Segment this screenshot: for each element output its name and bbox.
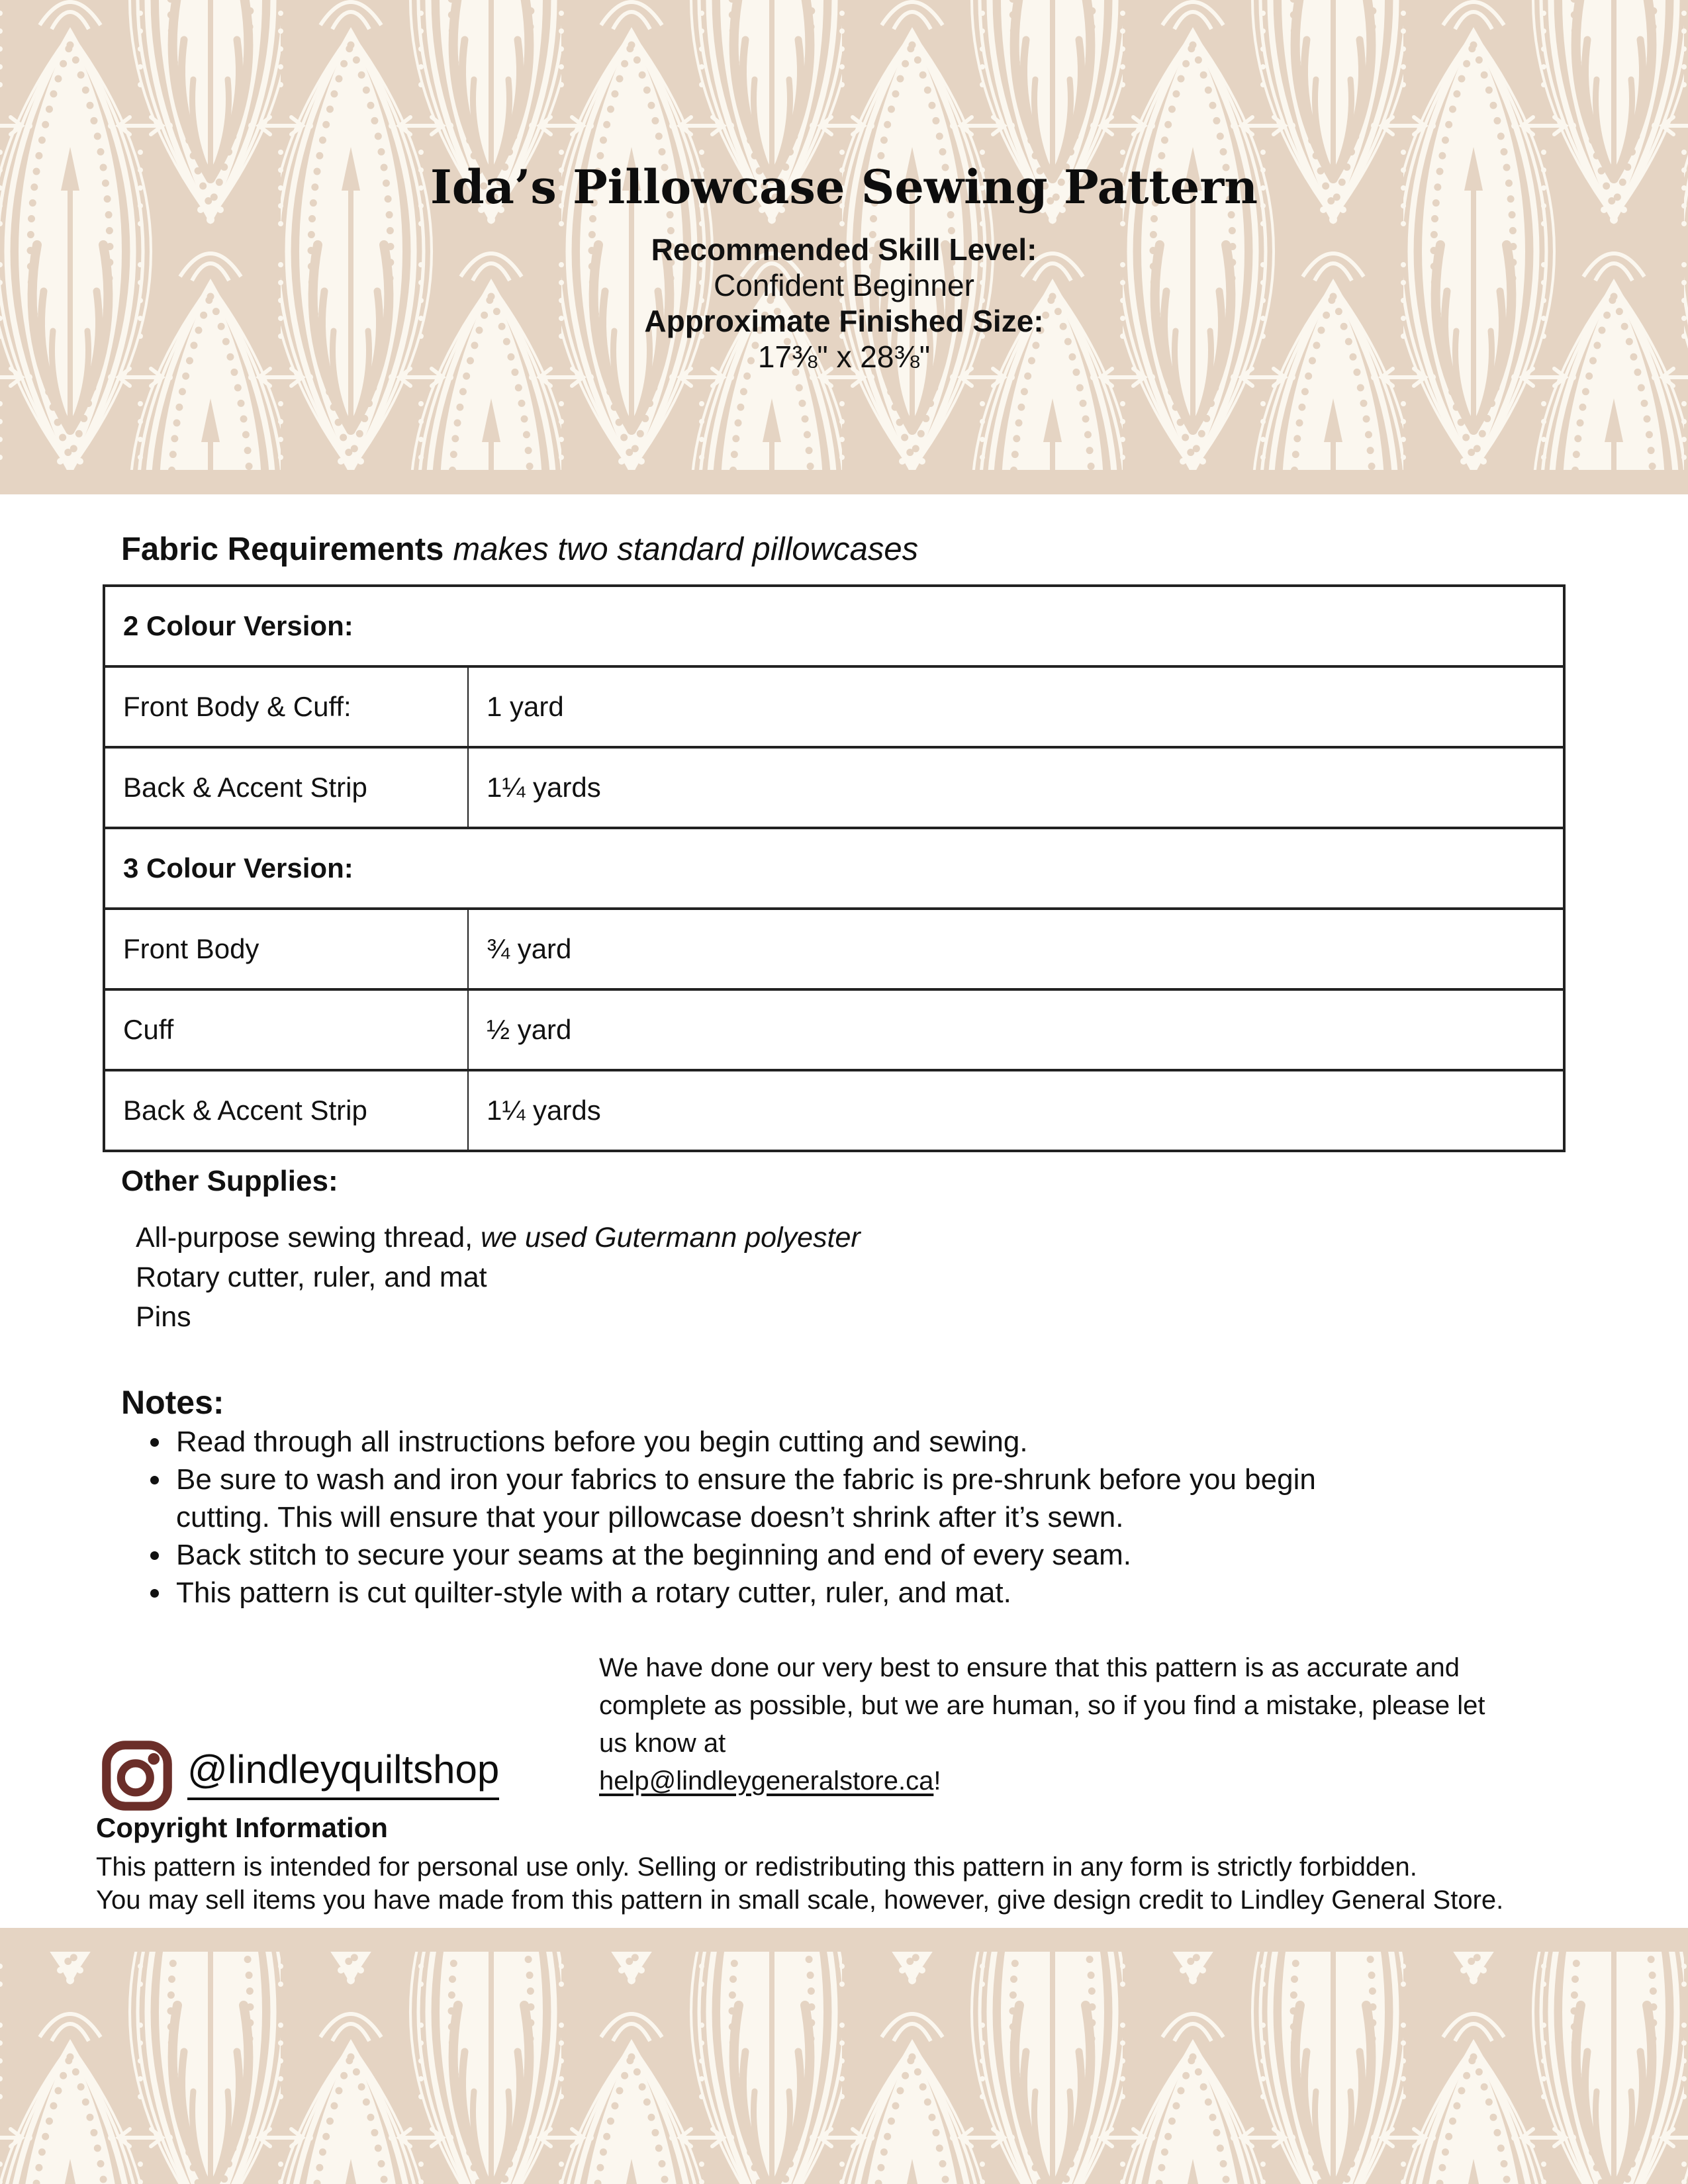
accuracy-message-text: We have done our very best to ensure that this pattern is as accurate and complete as possible, but we are human, so if you find a mistake, please let us know at [599,1653,1485,1758]
section-label: 2 Colour Version: [104,586,1564,666]
notes-list [138,1423,1364,1612]
fabric-requirements-table [103,584,1566,1152]
email-suffix: ! [933,1766,941,1796]
section-label: 3 Colour Version: [104,828,1564,909]
row-value: 1 yard [468,666,1564,747]
row-label: Back & Accent Strip [104,747,468,828]
fabric-requirements-heading [121,531,918,568]
list-item: • This pattern is cut quilter-style with a rotary cutter, ruler, and mat. [172,1574,1364,1612]
instagram-handle-link[interactable]: @lindleyquiltshop [187,1749,499,1800]
header-subtitle [0,232,1688,375]
table-row [104,989,1564,1070]
accuracy-message [599,1649,1499,1800]
list-item: • Read through all instructions before you begin cutting and sewing. [172,1423,1364,1461]
supply-thread-text: All-purpose sewing thread, [136,1222,481,1253]
other-supplies-list [136,1218,861,1337]
instagram-icon [101,1739,173,1812]
row-label: Cuff [104,989,468,1070]
row-value: 1¼ yards [468,747,1564,828]
row-label: Front Body [104,909,468,989]
fabric-requirements-note: makes two standard pillowcases [453,531,919,567]
row-label: Front Body & Cuff: [104,666,468,747]
skill-level-value: Confident Beginner [714,268,974,302]
skill-level-label: Recommended Skill Level: [651,232,1037,267]
copyright-section [96,1812,1638,1917]
email-link[interactable]: help@lindleygeneralstore.ca [599,1766,934,1796]
table-row [104,666,1564,747]
finished-size-value: 17⅜" x 28⅜" [757,340,931,374]
finished-size-label: Approximate Finished Size: [644,304,1044,338]
row-label: Back & Accent Strip [104,1070,468,1151]
other-supplies-heading: Other Supplies: [121,1165,338,1197]
row-value: ¾ yard [468,909,1564,989]
list-item: • Back stitch to secure your seams at the beginning and end of every seam. [172,1536,1364,1574]
table-row [104,828,1564,909]
fabric-requirements-title: Fabric Requirements [121,531,444,567]
table-row [104,586,1564,666]
supply-thread-note: we used Gutermann polyester [481,1222,861,1253]
table-row [104,909,1564,989]
list-item [136,1218,861,1257]
copyright-heading: Copyright Information [96,1812,388,1843]
table-row [104,747,1564,828]
row-value: 1¼ yards [468,1070,1564,1151]
list-item: Pins [136,1301,191,1333]
copyright-line-2: You may sell items you have made from this pattern in small scale, however, give design credit to Lindley General Store. [96,1886,1504,1915]
contact-email-line [599,1762,1499,1800]
notes-heading: Notes: [121,1384,224,1421]
list-item: Rotary cutter, ruler, and mat [136,1261,487,1293]
table-row [104,1070,1564,1151]
row-value: ½ yard [468,989,1564,1070]
list-item: • Be sure to wash and iron your fabrics to ensure the fabric is pre-shrunk before you begin cutting. This will ensure that your pillowcase doesn’t shrink after it’s sewn. [172,1461,1364,1536]
page-title: Ida’s Pillowcase Sewing Pattern [430,159,1258,214]
copyright-line-1: This pattern is intended for personal use only. Selling or redistributing this pattern in any form is strictly forbidden. [96,1852,1417,1882]
